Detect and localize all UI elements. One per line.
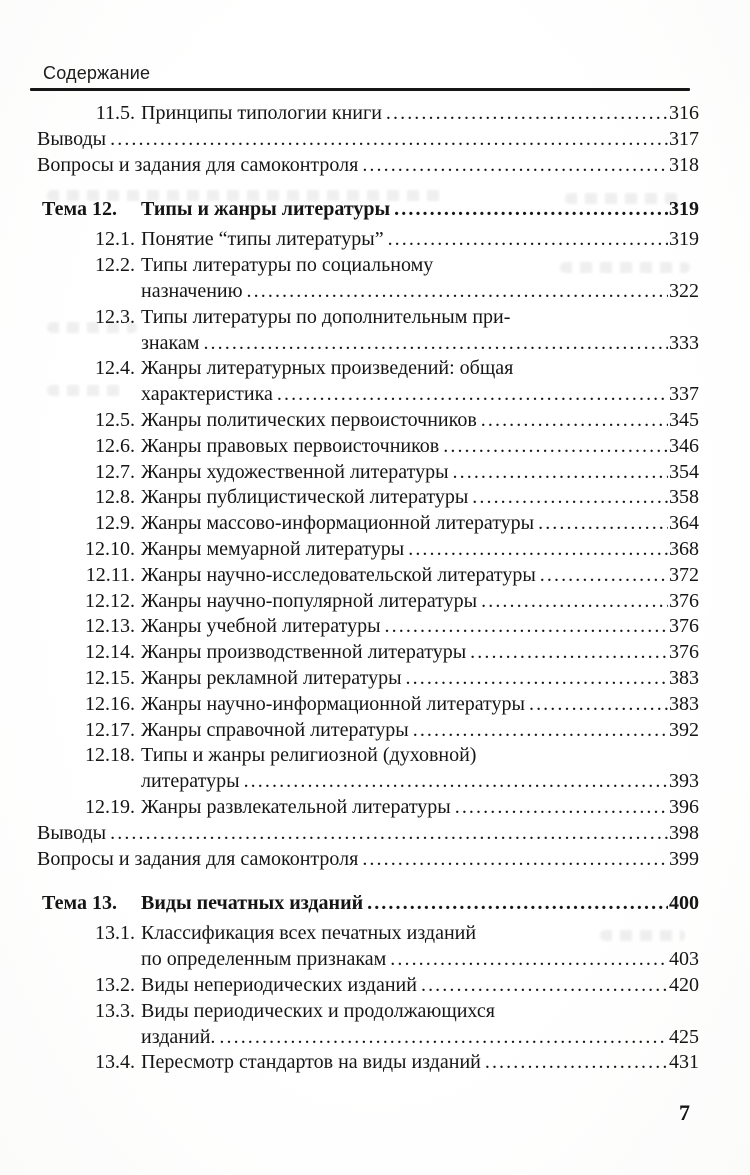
toc-row xyxy=(37,460,699,486)
toc-entry-page: 346 xyxy=(669,434,699,457)
toc-row xyxy=(37,127,699,153)
toc-row xyxy=(37,153,699,179)
toc-row xyxy=(37,890,699,917)
toc-row xyxy=(37,1050,699,1076)
dot-leader xyxy=(481,408,668,434)
dot-leader xyxy=(421,973,668,999)
toc-row xyxy=(37,999,699,1025)
dot-leader xyxy=(203,331,668,357)
toc-entry-page: 431 xyxy=(669,1051,699,1074)
dot-leader xyxy=(219,1025,668,1051)
toc-entry-page: 319 xyxy=(669,198,699,221)
toc-entry-page: 393 xyxy=(669,770,699,793)
dot-leader xyxy=(413,718,668,744)
toc-row xyxy=(37,947,699,973)
toc-entry-page: 399 xyxy=(669,847,699,870)
toc-entry-title: Вопросы и задания для самоконтроля xyxy=(37,847,359,870)
toc-entry-title: Типы литературы по дополнительным при- xyxy=(141,305,511,328)
toc-entry-page: 372 xyxy=(669,563,699,586)
toc-entry-title: Жанры научно-информационной литературы xyxy=(141,692,525,715)
toc-entry-title: Жанры научно-популярной литературы xyxy=(141,589,478,612)
dot-leader xyxy=(538,511,668,537)
toc-entry-number: 12.16. xyxy=(85,692,135,715)
toc-entry-title: Жанры производственной литературы xyxy=(141,641,467,664)
dot-leader xyxy=(394,196,668,223)
toc-entry-page: 345 xyxy=(669,408,699,431)
toc-entry-title: Виды непериодических изданий xyxy=(141,973,417,996)
toc-entry-title: назначению xyxy=(141,279,243,302)
toc-entry-page: 364 xyxy=(669,512,699,535)
toc-entry-title: Типы и жанры религиозной (духовной) xyxy=(141,744,477,767)
toc-entry-page: 376 xyxy=(669,589,699,612)
dot-leader xyxy=(443,434,668,460)
toc-entry-number: 12.2. xyxy=(95,254,135,277)
dot-leader xyxy=(453,460,668,486)
toc-entry-page: 316 xyxy=(669,102,699,124)
toc-row xyxy=(37,196,699,223)
toc-entry-number: Тема 12. xyxy=(42,198,117,221)
toc-entry-page: 420 xyxy=(669,973,699,996)
toc-entry-title: характеристика xyxy=(141,383,273,406)
toc-entry-number: 12.18. xyxy=(85,744,135,767)
toc-entry-title: Выводы xyxy=(37,127,107,150)
toc-entry-title: Классификация всех печатных изданий xyxy=(141,922,477,945)
toc-entry-title: Жанры литературных произведений: общая xyxy=(141,357,514,380)
dot-leader xyxy=(362,847,668,873)
toc-row xyxy=(37,485,699,511)
toc-row xyxy=(37,847,699,873)
toc-row xyxy=(37,973,699,999)
toc-row xyxy=(37,382,699,408)
toc-entry-number: 12.3. xyxy=(95,305,135,328)
toc-row xyxy=(37,692,699,718)
toc-entry-title: Типы и жанры литературы xyxy=(141,198,391,221)
toc-row xyxy=(37,921,699,947)
toc-entry-number: 12.4. xyxy=(95,357,135,380)
toc-entry-page: 392 xyxy=(669,718,699,741)
toc-entry-number: 12.12. xyxy=(85,589,135,612)
toc-row xyxy=(37,795,699,821)
toc-entry-number: 12.10. xyxy=(85,537,135,560)
toc-entry-title: Жанры публицистической литературы xyxy=(141,486,469,509)
toc-entry-title: Жанры правовых первоисточников xyxy=(141,434,440,457)
toc-entry-title: Понятие “типы литературы” xyxy=(141,228,384,251)
dot-leader xyxy=(110,821,668,847)
toc-entry-number: 12.6. xyxy=(95,434,135,457)
dot-leader xyxy=(388,227,668,253)
toc-row xyxy=(37,718,699,744)
toc-row xyxy=(37,227,699,253)
folio-page-number: 7 xyxy=(679,1100,690,1125)
dot-leader xyxy=(455,795,668,821)
toc-entry-title: Виды печатных изданий xyxy=(141,892,364,915)
toc-row xyxy=(37,666,699,692)
toc-entry-title: по определенным признакам xyxy=(141,948,387,971)
toc-entry-title: Виды периодических и продолжающихся xyxy=(141,999,495,1022)
toc-entry-page: 383 xyxy=(669,692,699,715)
toc-entry-title: литературы xyxy=(141,770,240,793)
toc-entry-number: 12.17. xyxy=(85,718,135,741)
dot-leader xyxy=(244,769,668,795)
dot-leader xyxy=(481,589,668,615)
toc-row xyxy=(37,331,699,357)
dot-leader xyxy=(470,640,668,666)
toc-row xyxy=(37,589,699,615)
toc-entry-title: Жанры научно-исследовательской литературы xyxy=(141,563,536,586)
toc-entry-page: 333 xyxy=(669,331,699,354)
toc-entry-number: 12.1. xyxy=(95,228,135,251)
toc-entry-number: 12.15. xyxy=(85,666,135,689)
toc-entry-title: Жанры рекламной литературы xyxy=(141,666,402,689)
dot-leader xyxy=(277,382,668,408)
dot-leader xyxy=(385,614,668,640)
toc-entry-number: 12.8. xyxy=(95,486,135,509)
toc-entry-title: Типы литературы по социальному xyxy=(141,254,434,277)
toc-row xyxy=(37,563,699,589)
dot-leader xyxy=(247,279,668,305)
toc-row xyxy=(37,511,699,537)
toc-entry-title: Жанры мемуарной литературы xyxy=(141,537,405,560)
toc-entry-title: Вопросы и задания для самоконтроля xyxy=(37,153,359,176)
toc-entry-title: Жанры учебной литературы xyxy=(141,615,381,638)
toc-entry-page: 396 xyxy=(669,795,699,818)
dot-leader xyxy=(529,692,668,718)
toc-entry-page: 383 xyxy=(669,666,699,689)
toc-entry-page: 317 xyxy=(669,127,699,150)
toc-entry-number: 11.5. xyxy=(95,102,135,124)
toc-entry-number: 13.4. xyxy=(95,1051,135,1074)
dot-leader xyxy=(540,563,668,589)
toc-entry-title: Принципы типологии книги xyxy=(141,102,382,124)
toc-entry-title: изданий. xyxy=(141,1025,216,1048)
toc-row xyxy=(37,279,699,305)
toc-entry-page: 318 xyxy=(669,153,699,176)
toc-row xyxy=(37,1025,699,1051)
toc-entry-page: 337 xyxy=(669,383,699,406)
toc-entry-number: 12.19. xyxy=(85,795,135,818)
toc-entry-page: 322 xyxy=(669,279,699,302)
dot-leader xyxy=(472,485,668,511)
toc-entry-title: Выводы xyxy=(37,821,107,844)
toc-entry-page: 398 xyxy=(669,821,699,844)
toc-entry-page: 319 xyxy=(669,228,699,251)
toc-entry-title: знакам xyxy=(141,331,200,354)
dot-leader xyxy=(485,1050,668,1076)
toc-entry-number: 13.1. xyxy=(95,922,135,945)
toc-row xyxy=(37,356,699,382)
toc-entry-page: 425 xyxy=(669,1025,699,1048)
toc-entry-number: 12.5. xyxy=(95,408,135,431)
toc-row xyxy=(37,101,699,127)
toc-entry-title: Пересмотр стандартов на виды изданий xyxy=(141,1051,481,1074)
toc-entry-number: Тема 13. xyxy=(42,892,117,915)
toc-row xyxy=(37,640,699,666)
dot-leader xyxy=(390,947,668,973)
dot-leader xyxy=(367,890,668,917)
toc-row xyxy=(37,305,699,331)
toc-entry-page: 376 xyxy=(669,615,699,638)
dot-leader xyxy=(386,101,668,127)
toc-entry-page: 358 xyxy=(669,486,699,509)
toc-row xyxy=(37,253,699,279)
toc-entry-number: 12.9. xyxy=(95,512,135,535)
toc-entry-title: Жанры политических первоисточников xyxy=(141,408,477,431)
toc-entry-number: 13.2. xyxy=(95,973,135,996)
toc-row xyxy=(37,408,699,434)
toc-entry-page: 400 xyxy=(669,892,699,915)
header-rule xyxy=(30,88,690,91)
toc-row xyxy=(37,434,699,460)
toc-entry-title: Жанры художественной литературы xyxy=(141,460,449,483)
toc-row xyxy=(37,537,699,563)
toc-entry-title: Жанры массово-информационной литературы xyxy=(141,512,535,535)
toc-entry-title: Жанры справочной литературы xyxy=(141,718,409,741)
toc-entry-number: 12.14. xyxy=(85,641,135,664)
dot-leader xyxy=(110,127,668,153)
toc-row xyxy=(37,614,699,640)
toc-entry-page: 354 xyxy=(669,460,699,483)
dot-leader xyxy=(406,666,668,692)
running-header-title: Содержание xyxy=(43,63,151,83)
toc-entry-page: 368 xyxy=(669,537,699,560)
toc-entry-number: 13.3. xyxy=(95,999,135,1022)
toc-row xyxy=(37,743,699,769)
toc-row xyxy=(37,821,699,847)
toc-row xyxy=(37,769,699,795)
toc-entry-page: 403 xyxy=(669,948,699,971)
toc-entry-number: 12.13. xyxy=(85,615,135,638)
dot-leader xyxy=(362,153,668,179)
toc-list xyxy=(37,101,699,1076)
toc-entry-number: 12.11. xyxy=(85,563,135,586)
toc-entry-number: 12.7. xyxy=(95,460,135,483)
dot-leader xyxy=(408,537,668,563)
toc-entry-title: Жанры развлекательной литературы xyxy=(141,795,451,818)
toc-entry-page: 376 xyxy=(669,641,699,664)
